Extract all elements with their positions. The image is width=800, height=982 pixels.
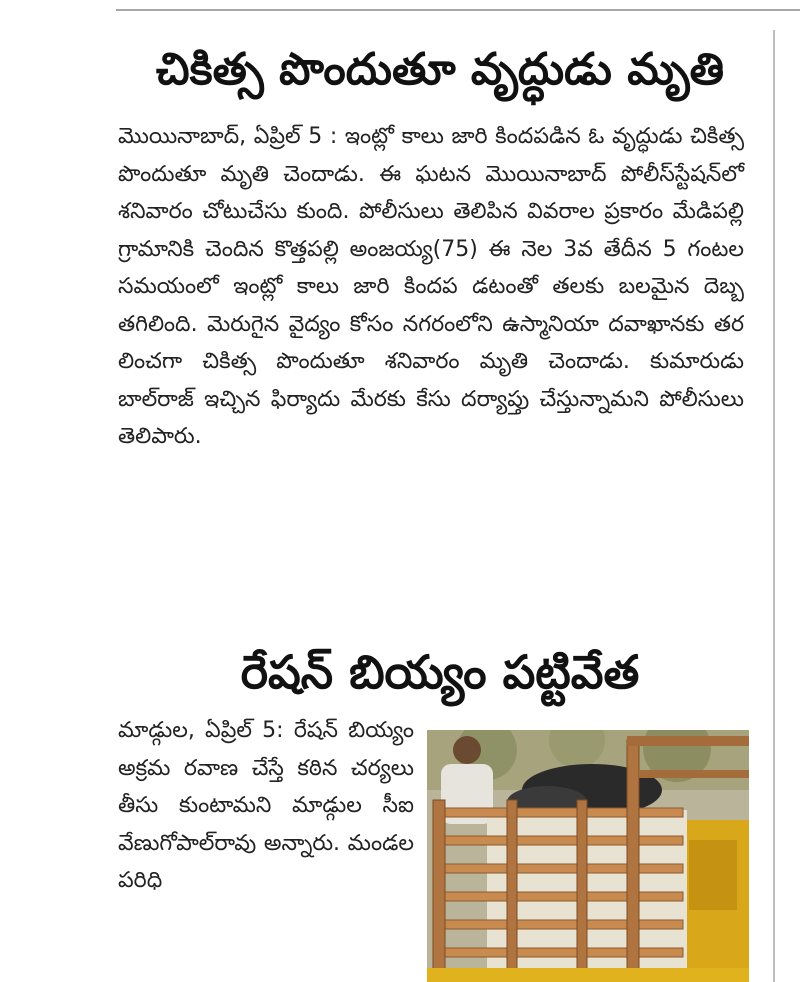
article2-headline: రేషన్ బియ్యం పట్టివేత	[240, 645, 640, 699]
news-photo-truck	[427, 730, 749, 982]
column-divider	[773, 30, 775, 982]
top-rule	[116, 9, 800, 11]
article1-headline: చికిత్స పొందుతూ వృద్ధుడు మృతి	[155, 44, 725, 95]
article2-body: మాడ్గుల, ఏప్రిల్ 5: రేషన్ బియ్యం అక్రమ రవాణ చేస్తే కఠిన చర్యలు తీసు కుంటామని మాడ్గుల సీఐ వేణుగోపాల్‌రావు అన్నారు. మండల పరిధి	[118, 718, 414, 893]
article1-body: మొయినాబాద్, ఏప్రిల్ 5 : ఇంట్లో కాలు జారి కిందపడిన ఓ వృద్ధుడు చికిత్స పొందుతూ మృతి చెందాడు. ఈ ఘటన మొయినాబాద్ పోలీస్‌స్టేషన్‌లో శనివారం చోటుచేసు కుంది. పోలీసులు తెలిపిన వివరాల ప్రకారం మేడిపల్లి గ్రామానికి చెందిన కొత్తపల్లి అంజయ్య(75) ఈ నెల 3వ తేదీన 5 గంటల సమయంలో ఇంట్లో కాలు జారి కిందప డటంతో తలకు బలమైన దెబ్బ తగిలింది. మెరుగైన వైద్యం కోసం నగరంలోని ఉస్మానియా దవాఖానకు తర లించగా చికిత్స పొందుతూ శనివారం మృతి చెందాడు. కుమారుడు బాల్‌రాజ్ ఇచ్చిన ఫిర్యాదు మేరకు కేసు దర్యాప్తు చేస్తున్నామని పోలీసులు తెలిపారు.	[118, 124, 744, 449]
